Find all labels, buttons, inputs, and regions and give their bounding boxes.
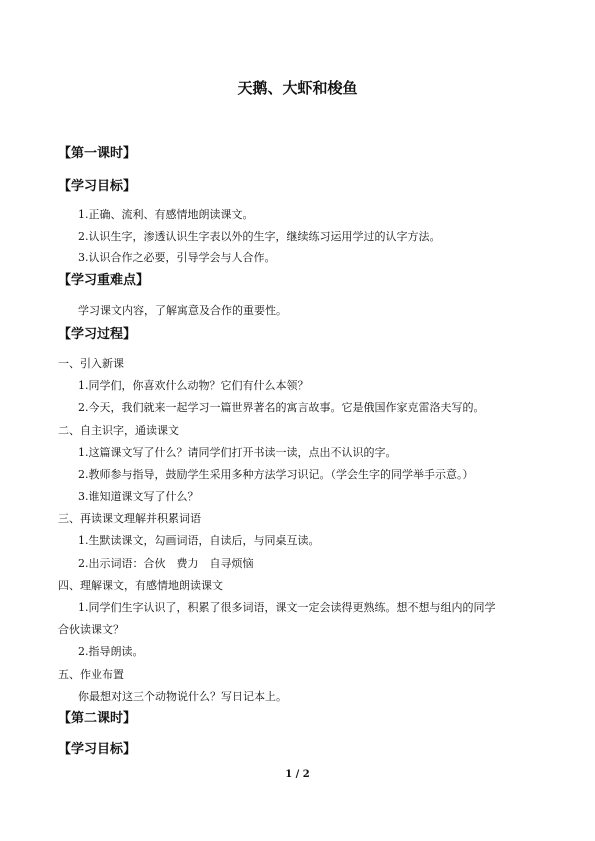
page-number: 1 / 2	[285, 769, 310, 780]
process-section-2-title: 二、自主识字，通读课文	[58, 424, 179, 437]
process-section-1-item-2: 2.今天，我们就来一起学习一篇世界著名的寓言故事。它是俄国作家克雷洛夫写的。	[78, 401, 485, 414]
process-section-5-item-1: 你最想对这三个动物说什么？写日记本上。	[78, 690, 287, 703]
process-section-3-item-1: 1.生默读课文，勾画词语，自读后，与同桌互读。	[78, 534, 320, 547]
document-title: 天鹅、大虾和梭鱼	[237, 79, 358, 97]
lesson1-heading: 【第一课时】	[58, 146, 137, 161]
objectives-heading: 【学习目标】	[58, 179, 137, 194]
key-points-heading: 【学习重难点】	[58, 273, 150, 288]
objective-item-3: 3.认识合作之必要，引导学会与人合作。	[78, 251, 276, 264]
process-section-3-item-2: 2.出示词语：合伙 费力 自寻烦恼	[78, 557, 254, 570]
process-section-2-item-3: 3.谁知道课文写了什么？	[78, 490, 199, 503]
process-section-4-title: 四、理解课文，有感情地朗读课文	[58, 579, 223, 592]
process-heading: 【学习过程】	[58, 327, 137, 342]
process-section-5-title: 五、作业布置	[58, 668, 124, 681]
process-section-4-item-2: 2.指导朗读。	[78, 645, 144, 658]
key-points-text: 学习课文内容，了解寓意及合作的重要性。	[78, 304, 287, 317]
process-section-2-item-2: 2.教师参与指导，鼓励学生采用多种方法学习识记。（学会生字的同学举手示意。）	[78, 468, 474, 481]
objective-item-1: 1.正确、流利、有感情地朗读课文。	[78, 208, 254, 221]
objective-item-2: 2.认识生字，渗透认识生字表以外的生字，继续练习运用学过的认字方法。	[78, 230, 441, 243]
process-section-4-item-1-continued: 合伙读课文？	[58, 623, 124, 636]
process-section-2-item-1: 1.这篇课文写了什么？请同学们打开书读一读，点出不认识的字。	[78, 446, 397, 459]
process-section-4-item-1: 1.同学们生字认识了，积累了很多词语，课文一定会读得更熟练。想不想与组内的同学	[78, 601, 496, 614]
process-section-1-item-1: 1.同学们，你喜欢什么动物？它们有什么本领？	[78, 379, 309, 392]
lesson2-objectives-heading: 【学习目标】	[58, 742, 137, 757]
process-section-3-title: 三、再读课文理解并积累词语	[58, 512, 201, 525]
process-section-1-title: 一、引入新课	[58, 357, 124, 370]
lesson2-heading: 【第二课时】	[58, 711, 137, 726]
